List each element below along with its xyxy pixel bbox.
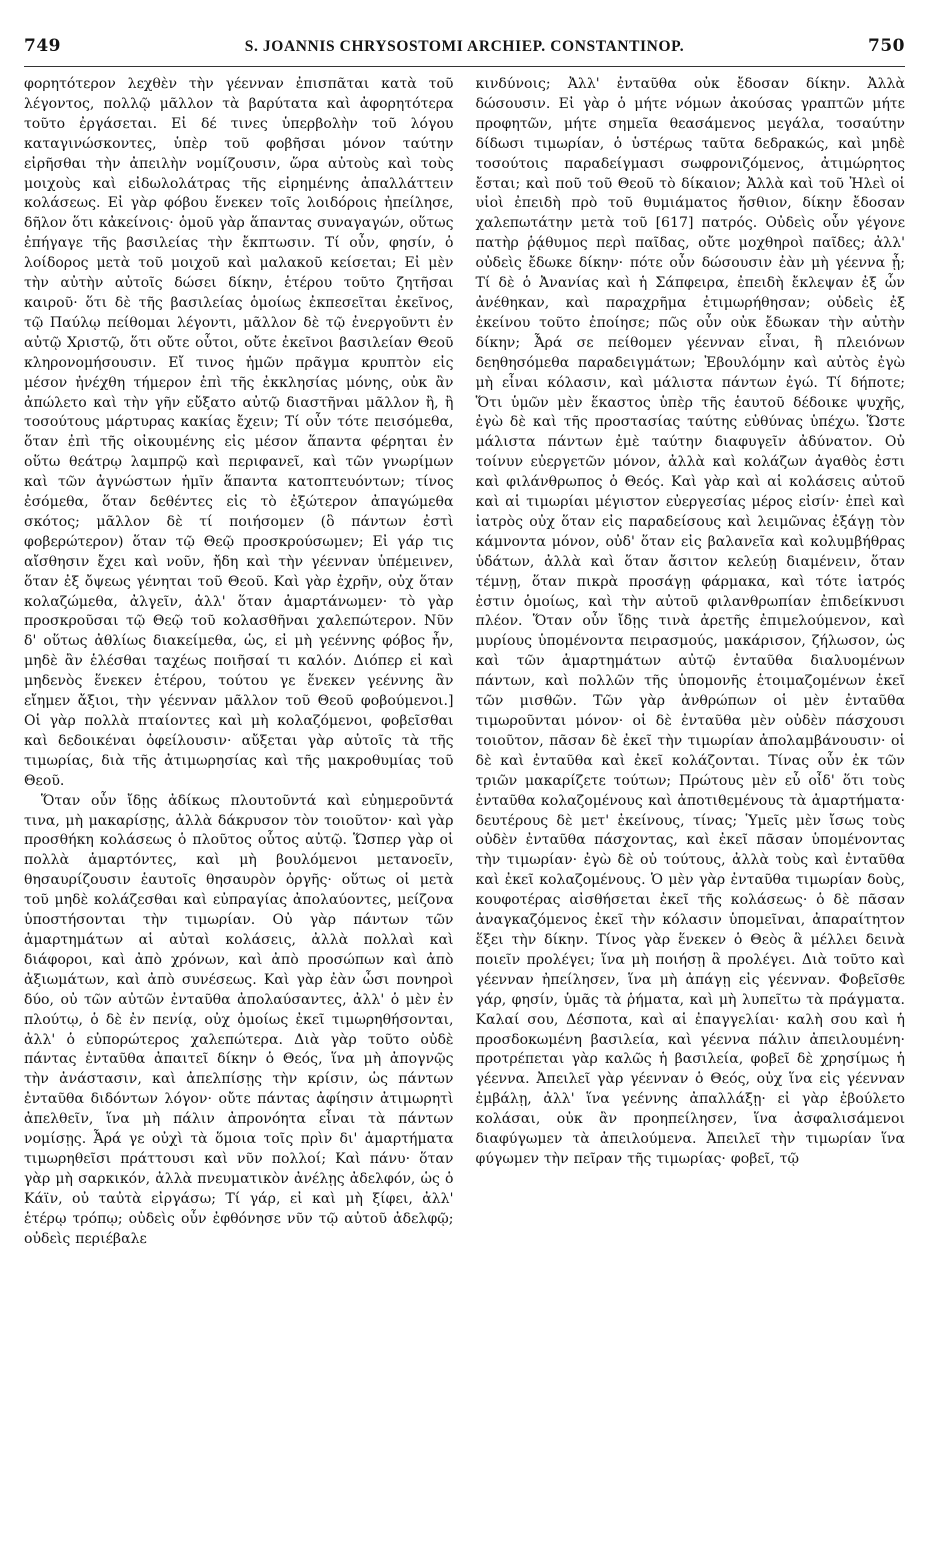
paragraph: κινδύνοις; Ἀλλ' ἐνταῦθα οὐκ ἔδοσαν δίκην. Ἀλλὰ δώσουσιν. Εἰ γὰρ ὁ μήτε νόμων ἀκούσας γραπτῶν μήτε προφητῶν, μήτε σημεῖα θεασάμενος μεγάλα, τοσαύτην δίδωσι τιμωρίαν, ὁ ὑστέρως ταῦτα δεδρακώς, καὶ μηδὲ τοσούτοις παραδείγμασι σωφρονιζόμενος, ἀτιμώρητος ἔσται; καὶ ποῦ τοῦ Θεοῦ τὸ δίκαιον; Ἀλλὰ καὶ τοῦ Ἠλεὶ οἱ υἱοὶ ἐπειδὴ πρὸ τοῦ θυμιάματος ἤσθιον, δίκην ἔδοσαν χαλεπωτάτην μετὰ τοῦ [617] πατρός. Οὐδεὶς οὖν γέγονε πατὴρ ῥᾴθυμος περὶ παῖδας, οὔτε μοχθηροὶ παῖδες; ἀλλ' οὐδεὶς ἔδωκε δίκην· πότε οὖν δώσουσιν ἐὰν μὴ γέεννα ᾖ; Τί δὲ ὁ Ἀνανίας καὶ ἡ Σάπφειρα, ἐπειδὴ ἔκλεψαν ἐξ ὧν ἀνέθηκαν, καὶ παραχρῆμα ἐτιμωρήθησαν; οὐδεὶς ἐξ ἐκείνου τοῦτο ἐποίησε; πῶς οὖν οὐκ ἔδωκαν τὴν αὐτὴν δίκην; Ἆρά σε πείθομεν γέενναν εἶναι, ἢ πλειόνων δεηθησόμεθα παραδειγμάτων; Ἐβουλόμην καὶ αὐτὸς ἐγὼ μὴ εἶναι κόλασιν, καὶ μάλιστα πάντων ἐγώ. Τί δήποτε; Ὅτι ὑμῶν μὲν ἕκαστος ὑπὲρ τῆς ἑαυτοῦ δέδοικε ψυχῆς, ἐγὼ δὲ καὶ τῆς προστασίας ταύτης εὐθύνας ὑπέχω. Ὥστε μάλιστα πάντων ἐμὲ ταύτην διαφυγεῖν ἀδύνατον. Οὐ τοίνυν εὐεργετῶν μόνον, ἀλλὰ καὶ κολάζων ἀγαθὸς ἐστι καὶ φιλάνθρωπος ὁ Θεός. Καὶ γὰρ καὶ αἱ κολάσεις αὐτοῦ καὶ αἱ τιμωρίαι μέγιστον εὐεργεσίας μέρος εἰσίν· ἐπεὶ καὶ ἰατρὸς οὐχ ὅταν εἰς παραδείσους καὶ λειμῶνας ἐξάγῃ τὸν κάμνοντα μόνον, οὐδ' ὅταν εἰς βαλανεῖα καὶ κολυμβήθρας ὑδάτων, ἀλλὰ καὶ ὅταν ἄσιτον κελεύῃ διαμένειν, ὅταν τέμνῃ, ὅταν πικρὰ προσάγῃ φάρμακα, καὶ τότε ἰατρός ἐστιν ὁμοίως, καὶ τὴν αὐτοῦ φιλανθρωπίαν ἐπιδείκνυσι πλέον. Ὅταν οὖν ἴδῃς τινὰ ἀρετῆς ἐπιμελούμενον, καὶ μυρίους ὑπομένοντα πειρασμούς, μακάρισον, ζήλωσον, ὡς καὶ τῶν ἁμαρτημάτων αὐτῷ ἐνταῦθα διαλυομένων πάντων, καὶ πολλῶν τῆς ὑπομονῆς ἑτοιμαζομένων ἐκεῖ τῶν μισθῶν. Τῶν γὰρ ἀνθρώπων οἱ μὲν ἐνταῦθα τιμωροῦνται μόνον· οἱ δὲ ἐνταῦθα μὲν οὐδὲν πάσχουσι τοιοῦτον, πᾶσαν δὲ ἐκεῖ τὴν τιμωρίαν ἀπολαμβάνουσιν· οἱ δὲ καὶ ἐνταῦθα καὶ ἐκεῖ κολάζονται. Τίνας οὖν ἐκ τῶν τριῶν μακαρίζετε τούτων; Πρώτους μὲν εὖ οἶδ' ὅτι τοὺς ἐνταῦθα κολαζομένους καὶ ἀποτιθεμένους τὰ ἁμαρτήματα· δευτέρους δὲ μετ' ἐκείνους, τίνας; Ὑμεῖς μὲν ἴσως τοὺς οὐδὲν ἐνταῦθα πάσχοντας, καὶ ἐκεῖ πᾶσαν ὑπομένοντας τὴν τιμωρίαν· ἐγὼ δὲ οὐ τούτους, ἀλλὰ τοὺς καὶ ἐνταῦθα καὶ ἐκεῖ κολαζομένους. Ὁ μὲν γὰρ ἐνταῦθα τιμωρίαν δοὺς, κουφοτέρας αἰσθήσεται ἐκεῖ τῆς κολάσεως· ὁ δὲ πᾶσαν ἀναγκαζόμενος ἐκεῖ τὴν κόλασιν ὑπομεῖναι, ἀπαραίτητον ἕξει τὴν δίκην. Τίνος γὰρ ἕνεκεν ὁ Θεὸς ἃ μέλλει δεινὰ ποιεῖν προλέγει; ἵνα μὴ ποιήσῃ ἃ προλέγει. Διὰ τοῦτο καὶ γέενναν ἠπείλησεν, ἵνα μὴ ἀπάγῃ εἰς γέενναν. Φοβεῖσθε γάρ, φησίν, ὑμᾶς τὰ ῥήματα, καὶ μὴ λυπεῖτω τὰ πράγματα. Καλαί σου, Δέσποτα, καὶ αἱ ἐπαγγελίαι· καλὴ σου καὶ ἡ προσδοκωμένη βασιλεία, καὶ γέεννα πάλιν ἀπειλουμένη· προτρέπεται γὰρ καλῶς ἡ βασιλεία, φοβεῖ δὲ χρησίμως ἡ γέεννα. Ἀπειλεῖ γὰρ γέενναν ὁ Θεός, οὐχ ἵνα εἰς γέενναν ἐμβάλῃ, ἀλλ' ἵνα γεέννης ἀπαλλάξῃ· εἰ γὰρ ἐβούλετο κολάσαι, οὐκ ἂν προηπείλησεν, ἵνα ἀσφαλισάμενοι διαφύγωμεν τὰ ἀπειλούμενα. Ἀπειλεῖ τὴν τιμωρίαν ἵνα φύγωμεν τὴν πεῖραν τῆς τιμωρίας· φοβεῖ, τῷ	[475, 76, 905, 1167]
text-columns	[24, 75, 905, 1249]
left-page-number: 749	[24, 36, 61, 56]
left-column	[24, 75, 454, 1249]
running-title: S. JOANNIS CHRYSOSTOMI ARCHIEP. CONSTANTINOP.	[244, 38, 685, 55]
right-column	[476, 75, 906, 1249]
paragraph: Ὅταν οὖν ἴδῃς ἀδίκως πλουτοῦντά καὶ εὐημεροῦντά τινα, μὴ μακαρίσῃς, ἀλλὰ δάκρυσον τὸν τοιοῦτον· καὶ γὰρ προσθήκη κολάσεως ὁ πλοῦτος οὗτος αὐτῷ. Ὥσπερ γὰρ οἱ πολλὰ ἁμαρτόντες, καὶ μὴ βουλόμενοι μετανοεῖν, θησαυρίζουσιν ἑαυτοῖς θησαυρὸν ὀργῆς· οὕτως οἱ μετὰ τοῦ μηδὲ κολάζεσθαι καὶ εὐπραγίας ἀπολαύοντες, μείζονα ὑποστήσονται τὴν τιμωρίαν. Οὐ γὰρ πάντων τῶν ἁμαρτημάτων αἱ αὐταὶ κολάσεις, ἀλλὰ πολλαὶ καὶ διάφοροι, καὶ ἀπὸ χρόνων, καὶ ἀπὸ προσώπων καὶ ἀπὸ ἀξιωμάτων, καὶ ἀπὸ συνέσεως. Καὶ γὰρ ἐὰν ὦσι πονηροὶ δύο, οὐ τῶν αὐτῶν ἐνταῦθα ἀπολαύσαντες, ἀλλ' ὁ μὲν ἐν πλούτῳ, ὁ δὲ ἐν πενίᾳ, οὐχ ὁμοίως ἐκεῖ τιμωρηθήσονται, ἀλλ' ὁ εὐπορώτερος χαλεπώτερα. Διὰ γὰρ τοῦτο οὐδὲ πάντας ἐνταῦθα ἀπαιτεῖ δίκην ὁ Θεός, ἵνα μὴ ἀπογνῷς τὴν ἀνάστασιν, καὶ ἀπελπίσῃς τὴν κρίσιν, ὡς πάντων ἐνταῦθα διδόντων λόγον· οὔτε πάντας ἀφίησιν ἀτιμωρητὶ ἀπελθεῖν, ἵνα μὴ πάλιν ἀπρονόητα εἶναι τὰ πάντων νομίσῃς. Ἆρά γε οὐχὶ τὰ ὅμοια τοῖς πρὶν δι' ἁμαρτήματα τιμωρηθεῖσι πράττουσι καὶ νῦν πολλοί; Καὶ πάνυ· ὅταν γὰρ μὴ σαρκικόν, ἀλλὰ πνευματικὸν ἀνέλῃς ἀδελφόν, ὡς ὁ Κάϊν, οὐ ταὐτὰ εἰργάσω; Τί γάρ, εἰ καὶ μὴ ξίφει, ἀλλ' ἑτέρῳ τρόπῳ; οὐδεὶς οὖν ἐφθόνησε νῦν τῷ αὐτοῦ ἀδελφῷ; οὐδεὶς περιέβαλε	[24, 792, 454, 1247]
running-header	[24, 36, 905, 67]
right-page-number: 750	[867, 36, 905, 56]
paragraph: φορητότερον λεχθὲν τὴν γέενναν ἐπισπᾶται κατὰ τοῦ λέγοντος, πολλῷ μᾶλλον τὰ βαρύτατα καὶ ἀφορητότερα τοῦτο ἐργάσεται. Εἰ δέ τινες ὑπερβολὴν τοῦ λόγου καταγινώσκοντες, ὑπὲρ τοῦ φοβῆσαι μόνον ταύτην εἰρῆσθαι τὴν ἀπειλὴν νομίζουσιν, ὥρα αὐτοὺς καὶ τοὺς μοιχοὺς καὶ εἰδωλολάτρας τῆς εἰρημένης ἀπαλλάττειν κολάσεως. Εἰ γὰρ φόβου ἕνεκεν τοῖς λοιδόροις ἠπείλησε, δῆλον ὅτι κἀκείνοις· ὁμοῦ γὰρ ἅπαντας συναγαγών, οὕτως ἐπήγαγε τῆς βασιλείας τὴν ἔκπτωσιν. Τί οὖν, φησίν, ὁ λοίδορος μετὰ τοῦ μοιχοῦ καὶ μαλακοῦ κείσεται; Εἰ μὲν τὴν αὐτὴν αὐτοῖς δώσει δίκην, ἑτέρου τοῦτο ζητῆσαι καιροῦ· ὅτι δὲ τῆς βασιλείας ὁμοίως ἐκπεσεῖται ἐκεῖνος, τῷ Παύλῳ πείθομαι λέγοντι, μᾶλλον δὲ τῷ ἐνεργοῦντι ἐν αὐτῷ Χριστῷ, ὅτι οὔτε οὗτοι, οὔτε ἐκεῖνοι βασιλείαν Θεοῦ κληρονομήσουσιν. Εἴ τινος ἡμῶν πρᾶγμα κρυπτὸν εἰς μέσον ἠνέχθη τήμερον ἐπὶ τῆς ἐκκλησίας μόνης, οὐκ ἂν ἀπώλετο καὶ τὴν γῆν εὔξατο αὐτῷ διαστῆναι μᾶλλον ἢ, ἢ τοσούτους μάρτυρας κακίας ἔχειν; Τί οὖν τότε πεισόμεθα, ὅταν ἐπὶ τῆς οἰκουμένης εἰς μέσον ἅπαντα φέρηται ἐν οὕτω θεάτρῳ λαμπρῷ καὶ περιφανεῖ, καὶ τῶν γνωρίμων καὶ τῶν ἀγνώστων ἡμῖν ἅπαντα κατοπτευόντων; τίνος ἐσόμεθα, ὅταν δεθέντες εἰς τὸ ἐξώτερον ἀπαγώμεθα σκότος; μᾶλλον δὲ τί ποιήσομεν (ὃ πάντων ἐστὶ φοβερώτερον) ὅταν τῷ Θεῷ προσκρούσωμεν; Εἰ γάρ τις αἴσθησιν ἔχει καὶ νοῦν, ἤδη καὶ τὴν γέενναν ὑπέμεινεν, ὅταν ἐξ ὄψεως γένηται τοῦ Θεοῦ. Καὶ γὰρ ἐχρῆν, οὐχ ὅταν κολαζώμεθα, ἀλγεῖν, ἀλλ' ὅταν ἁμαρτάνωμεν· τὸ γὰρ προσκροῦσαι τῷ Θεῷ τοῦ κολασθῆναι χαλεπώτερον. Νῦν δ' οὕτως ἀθλίως διακείμεθα, ὡς, εἰ μὴ γεέννης φόβος ἦν, μηδὲ ἂν ἑλέσθαι ταχέως ποιῆσαί τι καλόν. Διόπερ εἰ καὶ μηδενὸς ἕνεκεν ἑτέρου, τούτου γε ἕνεκεν γεέννης ἂν εἴημεν ἄξιοι, τὴν γέενναν μᾶλλον τοῦ Θεοῦ φοβούμενοι.] Οἱ γὰρ πολλὰ πταίοντες καὶ μὴ κολαζόμενοι, φοβεῖσθαι καὶ δεδοικέναι ὀφείλουσιν· αὔξεται γὰρ αὐτοῖς τὰ τῆς τιμωρίας, διὰ τῆς ἀτιμωρησίας καὶ τῆς μακροθυμίας τοῦ Θεοῦ.	[24, 76, 454, 789]
